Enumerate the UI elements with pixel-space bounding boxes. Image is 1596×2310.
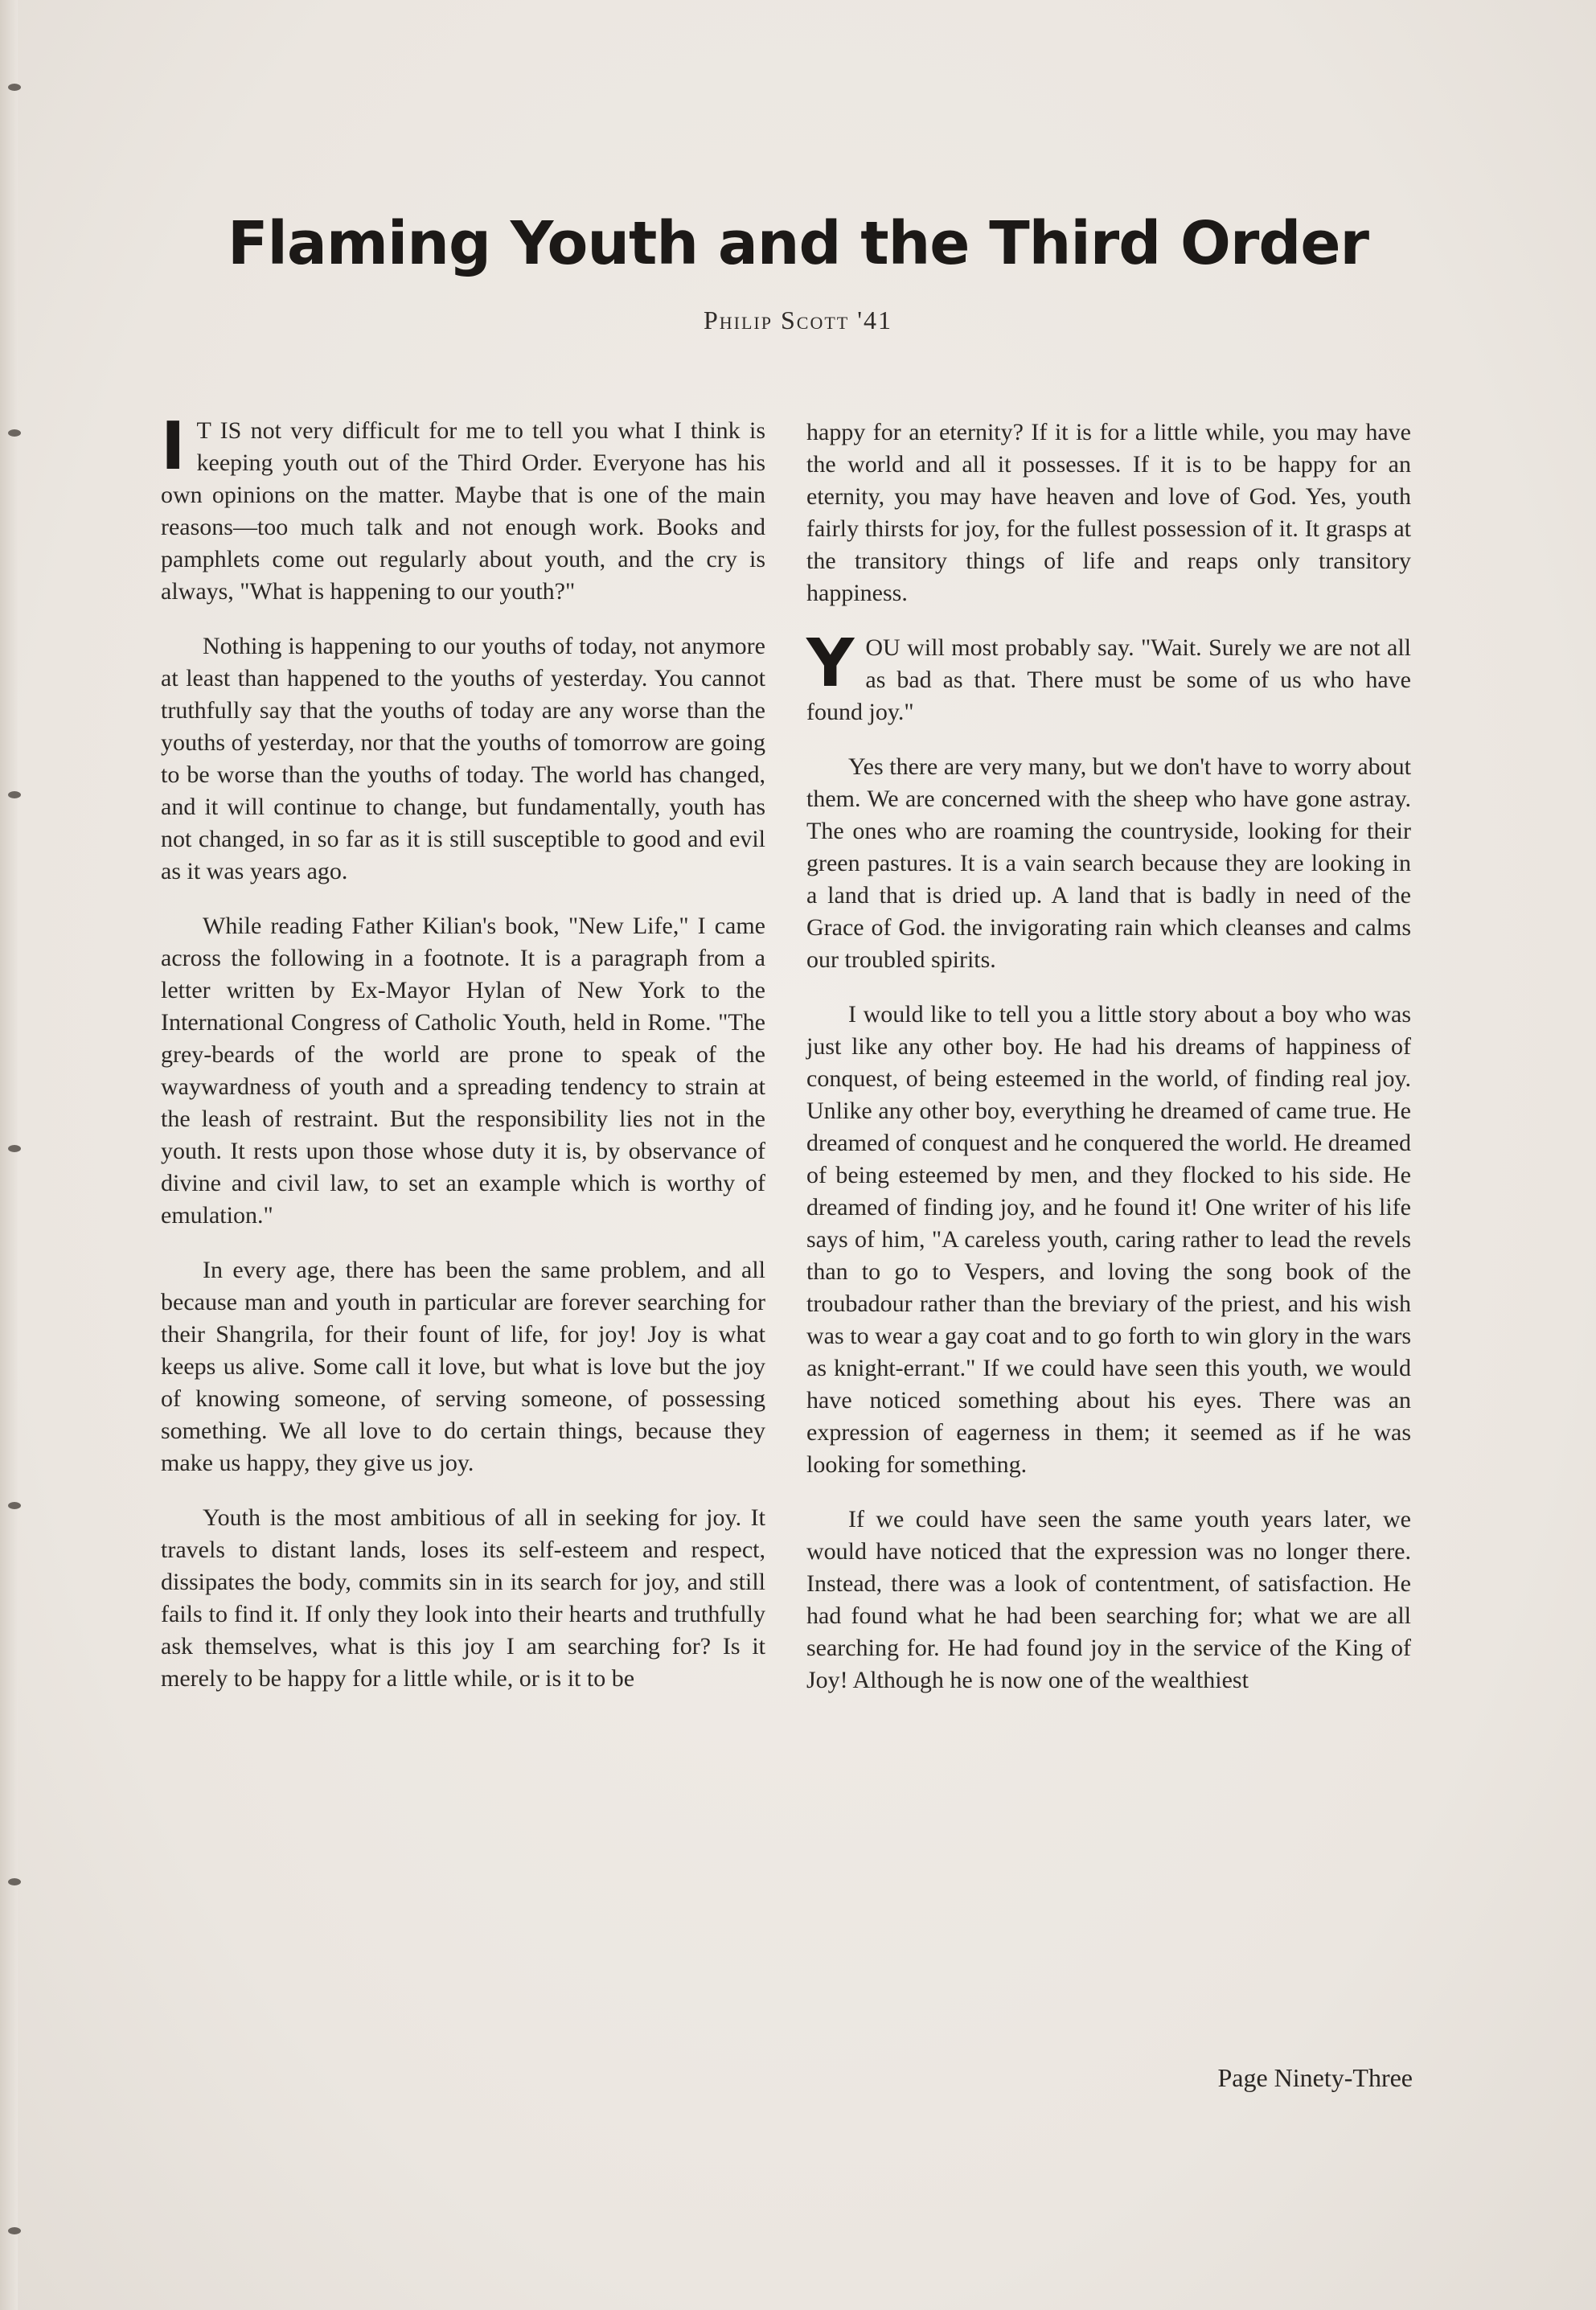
binding-hole bbox=[8, 84, 21, 91]
page-number: Page Ninety-Three bbox=[1217, 2063, 1413, 2092]
drop-cap: Y bbox=[806, 626, 855, 702]
paragraph bbox=[806, 626, 1411, 728]
binding-hole bbox=[8, 1502, 21, 1509]
binding-hole bbox=[8, 1878, 21, 1885]
binding-edge bbox=[0, 0, 18, 2310]
right-column bbox=[806, 416, 1411, 1719]
paragraph: I would like to tell you a little story about a boy who was just like any other boy. He had his dreams of happiness of conquest, of being esteemed in the world, of finding real joy. Unlike any other boy, everything he dreamed of came true. He dreamed of conquest and he conquered the world. He dreamed of being esteemed by men, and they flocked to his side. He dreamed of finding joy, and he found it! One writer of his life says of him, "A careless youth, caring rather to lead the revels than to go to Vespers, and loving the song book of the troubadour rather than the breviary of the priest, and his wish was to wear a gay coat and to go forth to win glory in the wars as knight-errant." If we could have seen this youth, we would have noticed something about his eyes. There was an expression of eagerness in them; it seemed as if he was looking for something. bbox=[806, 1001, 1411, 1478]
paragraph: In every age, there has been the same problem, and all because man and youth in particular are forever searching for their Shangrila, for their fount of life, for joy! Joy is what keeps us alive. Some call it love, but what is love but the joy of knowing someone, of serving someone, of possessing something. We all love to do certain things, because they make us happy, they give us joy. bbox=[161, 1257, 765, 1476]
binding-hole bbox=[8, 1145, 21, 1152]
paragraph: If we could have seen the same youth years later, we would have noticed that the expression was no longer there. Instead, there was a look of contentment, of satisfaction. He had found what he had been searching for; what we are all searching for. He had found joy in the service of the King of Joy! Although he is now one of the wealthiest bbox=[806, 1506, 1411, 1693]
drop-cap: I bbox=[161, 408, 186, 485]
binding-hole bbox=[8, 2227, 21, 2234]
article-title: Flaming Youth and the Third Order bbox=[227, 209, 1369, 278]
article-byline: Philip Scott '41 bbox=[703, 306, 892, 334]
left-column bbox=[161, 408, 765, 1717]
paragraph-text: OU will most probably say. "Wait. Surely we are not all as bad as that. There must be some of us who have found joy." bbox=[806, 634, 1411, 725]
paragraph: While reading Father Kilian's book, "New Life," I came across the following in a footnote. It is a paragraph from a letter written by Ex-Mayor Hylan of New York to the International Congress of Catholic Youth, held in Rome. "The grey-beards of the world are prone to speak of the waywardness of youth and a spreading tendency to strain at the leash of restraint. But the responsibility lies not in the youth. It rests upon those whose duty it is, by observance of divine and civil law, to set an example which is worthy of emulation." bbox=[161, 913, 765, 1229]
paragraph bbox=[161, 408, 765, 608]
binding-hole bbox=[8, 429, 21, 437]
paragraph: Yes there are very many, but we don't have to worry about them. We are concerned with the sheep who have gone astray. The ones who are roaming the countryside, looking for their green pastures. It is a vain search because they are looking in a land that is dried up. A land that is badly in need of the Grace of God. the invigorating rain which cleanses and calms our troubled spirits. bbox=[806, 753, 1411, 973]
paragraph-text: T IS not very difficult for me to tell you what I think is keeping youth out of the Third Order. Everyone has his own opinions on the matter. Maybe that is one of the main reasons—too much talk and not enough work. Books and pamphlets come out regularly about youth, and the cry is always, "What is happening to our youth?" bbox=[161, 417, 765, 605]
paragraph: Nothing is happening to our youths of today, not anymore at least than happened to the youths of yesterday. You cannot truthfully say that the youths of today are any worse than the youths of yesterday, nor that the youths of tomorrow are going to be worse than the youths of today. The world has changed, and it will continue to change, but fundamentally, youth has not changed, in so far as it is still susceptible to good and evil as it was years ago. bbox=[161, 633, 765, 884]
paragraph: happy for an eternity? If it is for a little while, you may have the world and all it possesses. If it is to be happy for an eternity, you may have heaven and love of God. Yes, youth fairly thirsts for joy, for the fullest possession of it. It grasps at the transitory things of life and reaps only transitory happiness. bbox=[806, 419, 1411, 606]
paragraph: Youth is the most ambitious of all in seeking for joy. It travels to distant lands, loses its self-esteem and respect, dissipates the body, commits sin in its search for joy, and still fails to find it. If only they look into their hearts and truthfully ask themselves, what is this joy I am searching for? Is it merely to be happy for a little while, or is it to be bbox=[161, 1504, 765, 1692]
binding-hole bbox=[8, 791, 21, 798]
